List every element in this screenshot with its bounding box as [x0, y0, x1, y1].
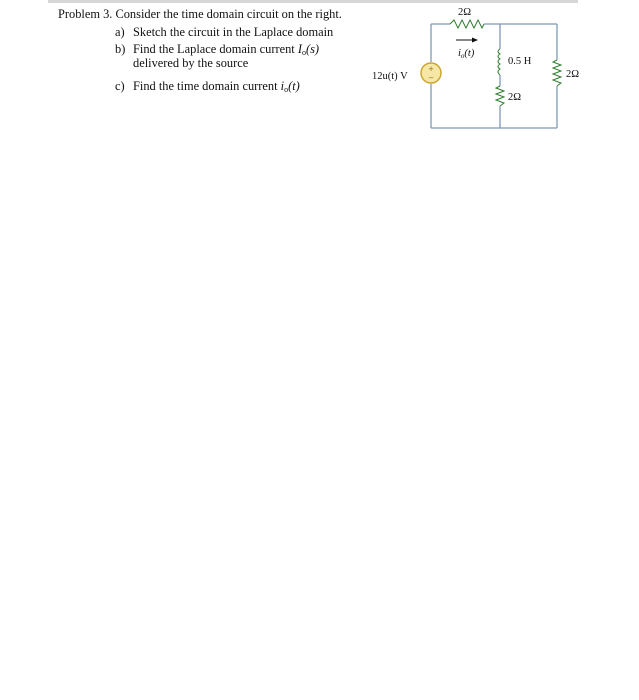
inductor-coil: [498, 49, 500, 75]
item-text-part: delivered by the source: [133, 56, 249, 70]
item-letter: a): [115, 25, 125, 39]
voltage-source-symbol: [421, 63, 441, 83]
current-label: io(t): [458, 48, 475, 60]
current-subscript: o: [301, 48, 306, 57]
current-subscript: o: [284, 85, 289, 94]
middle-resistor-label: 2Ω: [508, 92, 522, 103]
svg-text:−: −: [428, 74, 434, 82]
series-resistor-zigzag: [450, 20, 484, 28]
current-arrow: [456, 38, 478, 43]
item-letter: b): [115, 42, 126, 56]
series-resistor-label: 2Ω: [458, 7, 472, 18]
right-resistor-label: 2Ω: [566, 69, 580, 80]
current-symbol: i: [280, 79, 285, 93]
right-resistor-zigzag: [553, 60, 561, 86]
item-letter: c): [115, 79, 125, 93]
current-symbol: I: [297, 42, 302, 56]
current-arg: (t): [288, 79, 300, 93]
problem-title: Problem 3. Consider the time domain circuit on the right.: [58, 7, 342, 21]
item-text-part: Find the time domain current: [133, 79, 281, 93]
inductor-label: 0.5 H: [508, 56, 532, 67]
middle-resistor-zigzag: [496, 86, 504, 106]
source-label: 12u(t) V: [372, 71, 408, 82]
current-arg: (s): [305, 42, 320, 56]
item-text: Sketch the circuit in the Laplace domain: [133, 25, 334, 39]
svg-text:+: +: [428, 65, 434, 73]
circuit-wires: [431, 24, 557, 128]
item-text-part: Find the Laplace domain current: [133, 42, 298, 56]
